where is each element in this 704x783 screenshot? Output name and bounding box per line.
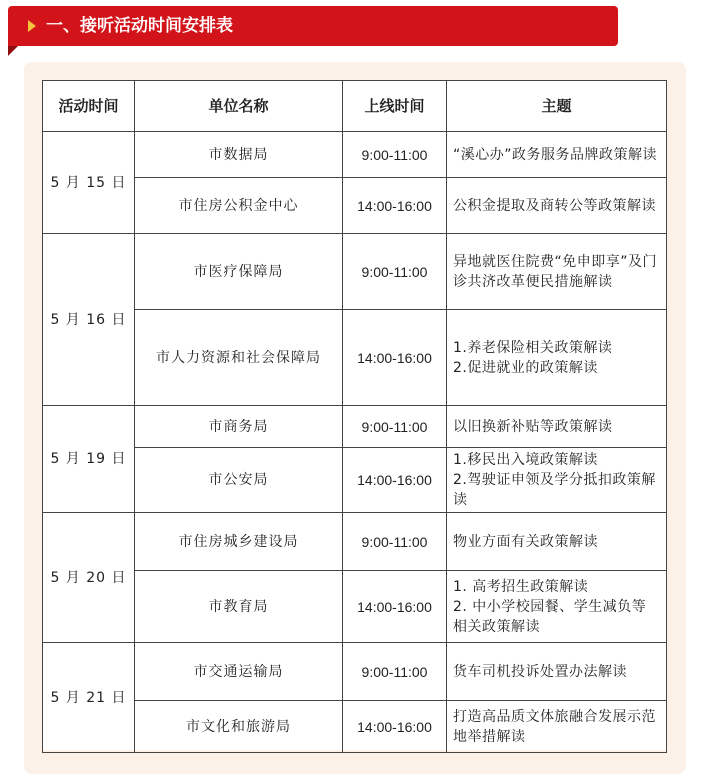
topic-cell bbox=[447, 643, 667, 701]
table-row bbox=[43, 513, 667, 571]
date-cell: 5 月 15 日 bbox=[43, 132, 135, 234]
table-row bbox=[43, 234, 667, 310]
schedule-table bbox=[42, 80, 667, 753]
header-activity-time: 活动时间 bbox=[43, 81, 135, 132]
topic-cell bbox=[447, 178, 667, 234]
time-cell: 14:00-16:00 bbox=[343, 448, 447, 513]
topic-line: 公积金提取及商转公等政策解读 bbox=[453, 197, 656, 214]
date-cell: 5 月 20 日 bbox=[43, 513, 135, 643]
date-cell: 5 月 19 日 bbox=[43, 406, 135, 513]
time-cell: 14:00-16:00 bbox=[343, 178, 447, 234]
time-cell: 9:00-11:00 bbox=[343, 234, 447, 310]
header-topic: 主题 bbox=[447, 81, 667, 132]
org-cell: 市人力资源和社会保障局 bbox=[135, 310, 343, 406]
table-row bbox=[43, 310, 667, 406]
topic-line: 以旧换新补贴等政策解读 bbox=[453, 418, 613, 435]
org-cell: 市住房城乡建设局 bbox=[135, 513, 343, 571]
topic-line: 打造高品质文体旅融合发展示范地举措解读 bbox=[453, 708, 656, 745]
table-row bbox=[43, 132, 667, 178]
date-cell: 5 月 21 日 bbox=[43, 643, 135, 753]
topic-line: 货车司机投诉处置办法解读 bbox=[453, 663, 627, 680]
time-cell: 9:00-11:00 bbox=[343, 513, 447, 571]
org-cell: 市商务局 bbox=[135, 406, 343, 448]
topic-line: 1.养老保险相关政策解读 bbox=[453, 339, 613, 356]
topic-line: 1.移民出入境政策解读 bbox=[453, 452, 598, 468]
topic-line: 2.促进就业的政策解读 bbox=[453, 359, 598, 376]
header-online-time: 上线时间 bbox=[343, 81, 447, 132]
time-cell: 9:00-11:00 bbox=[343, 643, 447, 701]
org-cell: 市数据局 bbox=[135, 132, 343, 178]
triangle-arrow-icon bbox=[28, 20, 36, 32]
time-cell: 14:00-16:00 bbox=[343, 571, 447, 643]
topic-cell bbox=[447, 701, 667, 753]
time-cell: 9:00-11:00 bbox=[343, 132, 447, 178]
org-cell: 市教育局 bbox=[135, 571, 343, 643]
org-cell: 市交通运输局 bbox=[135, 643, 343, 701]
table-row bbox=[43, 643, 667, 701]
table-header-row bbox=[43, 81, 667, 132]
table-row bbox=[43, 178, 667, 234]
topic-cell bbox=[447, 132, 667, 178]
table-row bbox=[43, 571, 667, 643]
section-banner bbox=[8, 6, 618, 46]
table-row bbox=[43, 701, 667, 753]
topic-line: 2.驾驶证申领及学分抵扣政策解读 bbox=[453, 472, 656, 508]
topic-line: 1. 高考招生政策解读 bbox=[453, 578, 589, 595]
date-cell: 5 月 16 日 bbox=[43, 234, 135, 406]
table-row bbox=[43, 406, 667, 448]
topic-cell bbox=[447, 448, 667, 513]
topic-line: 2. 中小学校园餐、学生减负等相关政策解读 bbox=[453, 598, 647, 635]
org-cell: 市公安局 bbox=[135, 448, 343, 513]
topic-line: 异地就医住院费“免申即享”及门诊共济改革便民措施解读 bbox=[453, 253, 658, 290]
header-org-name: 单位名称 bbox=[135, 81, 343, 132]
time-cell: 9:00-11:00 bbox=[343, 406, 447, 448]
topic-line: “溪心办”政务服务品牌政策解读 bbox=[453, 146, 658, 163]
org-cell: 市文化和旅游局 bbox=[135, 701, 343, 753]
topic-cell bbox=[447, 406, 667, 448]
banner-fold bbox=[8, 46, 18, 56]
topic-cell bbox=[447, 310, 667, 406]
org-cell: 市住房公积金中心 bbox=[135, 178, 343, 234]
topic-cell bbox=[447, 571, 667, 643]
topic-line: 物业方面有关政策解读 bbox=[453, 533, 598, 550]
section-title: 一、接听活动时间安排表 bbox=[46, 16, 233, 36]
topic-cell bbox=[447, 234, 667, 310]
time-cell: 14:00-16:00 bbox=[343, 310, 447, 406]
org-cell: 市医疗保障局 bbox=[135, 234, 343, 310]
topic-cell bbox=[447, 513, 667, 571]
time-cell: 14:00-16:00 bbox=[343, 701, 447, 753]
table-row bbox=[43, 448, 667, 513]
schedule-table-wrap bbox=[42, 80, 666, 750]
